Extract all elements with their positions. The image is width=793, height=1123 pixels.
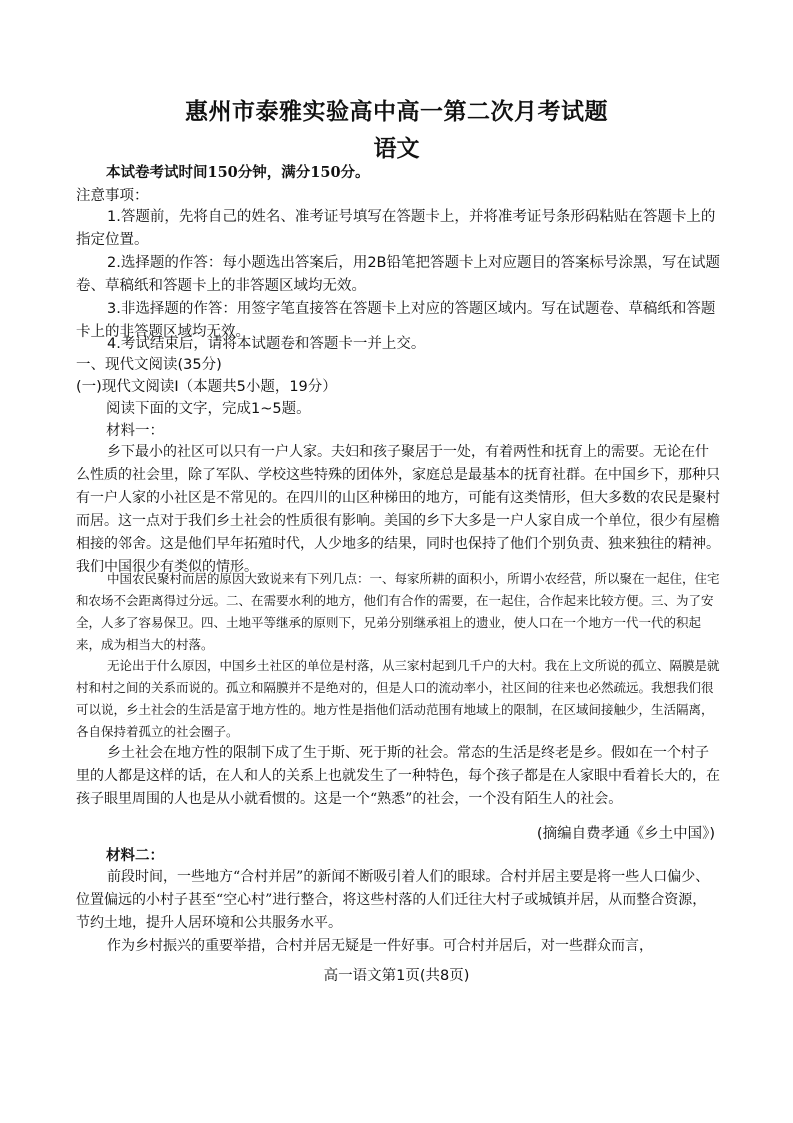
subject-title: 语文: [373, 135, 420, 162]
notes-heading: 注意事项：: [76, 188, 149, 204]
exam-info: 本试卷考试时间150分钟，满分150分。: [106, 164, 370, 181]
note-item-2: 2.选择题的作答：每小题选出答案后，用2B铅笔把答题卡上对应题目的答案标号涂黑，写在试题卷、草稿纸和答题卡上的非答题区域均无效。: [76, 255, 721, 294]
exam-title: 惠州市泰雅实验高中高一第二次月考试题: [185, 98, 608, 125]
page-footer: 高一语文第1页(共8页): [323, 968, 470, 984]
note-item-1: 1.答题前，先将自己的姓名、准考证号填写在答题卡上，并将准考证号条形码粘贴在答题卡上的指定位置。: [76, 209, 716, 248]
material-two-paragraph-2: 作为乡村振兴的重要举措，合村并居无疑是一件好事。可合村并居后，对一些群众而言，: [107, 938, 653, 954]
note-item-4: 4.考试结束后，请将本试题卷和答题卡一并上交。: [107, 336, 426, 352]
material-one-source: (摘编自费孝通《乡土中国》): [536, 826, 715, 842]
note-item-3: 3.非选择题的作答：用签字笔直接答在答题卡上对应的答题区域内。写在试题卷、草稿纸和答题卡上的非答题区域均无效。: [76, 301, 716, 340]
material-one-paragraph-2: 中国农民聚村而居的原因大致说来有下列几点：一、每家所耕的面积小，所谓小农经营，所以聚在一起住，住宅和农场不会距离得过分远。二、在需要水利的地方，他们有合作的需要，在一起住，合作起来比较方便。三、为了安全，人多了容易保卫。四、土地平等继承的原则下，兄弟分别继承祖上的遗业，使人口在一个地方一代一代的积起来，成为相当大的村落。: [76, 571, 720, 652]
material-one-paragraph-3: 无论出于什么原因，中国乡土社区的单位是村落，从三家村起到几千户的大村。我在上文所说的孤立、隔膜是就村和村之间的关系而说的。孤立和隔膜并不是绝对的，但是人口的流动率小，社区间的往来也必然疏远。我想我们很可以说，乡土社会的生活是富于地方性的。地方性是指他们活动范围有地域上的限制，在区域间接触少，生活隔离，各自保持着孤立的社会圈子。: [76, 658, 720, 739]
reading-instruction: 阅读下面的文字，完成1~5题。: [106, 401, 311, 417]
subsection-heading: (一)现代文阅读I（本题共5小题，19分）: [76, 379, 337, 395]
material-one-paragraph-4: 乡土社会在地方性的限制下成了生于斯、死于斯的社会。常态的生活是终老是乡。假如在一个村子里的人都是这样的话，在人和人的关系上也就发生了一种特色，每个孩子都是在人家眼中看着长大的，在孩子眼里周围的人也是从小就看惯的。这是一个“熟悉”的社会，一个没有陌生人的社会。: [76, 745, 720, 807]
material-two-paragraph-1: 前段时间，一些地方“合村并居”的新闻不断吸引着人们的眼球。合村并居主要是将一些人口偏少、位置偏远的小村子甚至“空心村”进行整合，将这些村落的人们迁往大村子或城镇并居，从而整合资源，节约土地，提升人居环境和公共服务水平。: [76, 869, 710, 931]
section-heading: 一、现代文阅读(35分): [76, 357, 222, 373]
material-two-label: 材料二：: [106, 848, 164, 864]
material-one-label: 材料一：: [106, 423, 164, 439]
material-one-paragraph-1: 乡下最小的社区可以只有一户人家。夫妇和孩子聚居于一处，有着两性和抚育上的需要。无论在什么性质的社会里，除了军队、学校这些特殊的团体外，家庭总是最基本的抚育社群。在中国乡下，那种只有一户人家的小社区是不常见的。在四川的山区种梯田的地方，可能有这类情形，但大多数的农民是聚村而居。这一点对于我们乡土社会的性质很有影响。美国的乡下大多是一户人家自成一个单位，很少有屋檐相接的邻舍。这是他们早年拓殖时代，人少地多的结果，同时也保持了他们个别负责、独来独往的精神。我们中国很少有类似的情形。: [76, 444, 720, 575]
